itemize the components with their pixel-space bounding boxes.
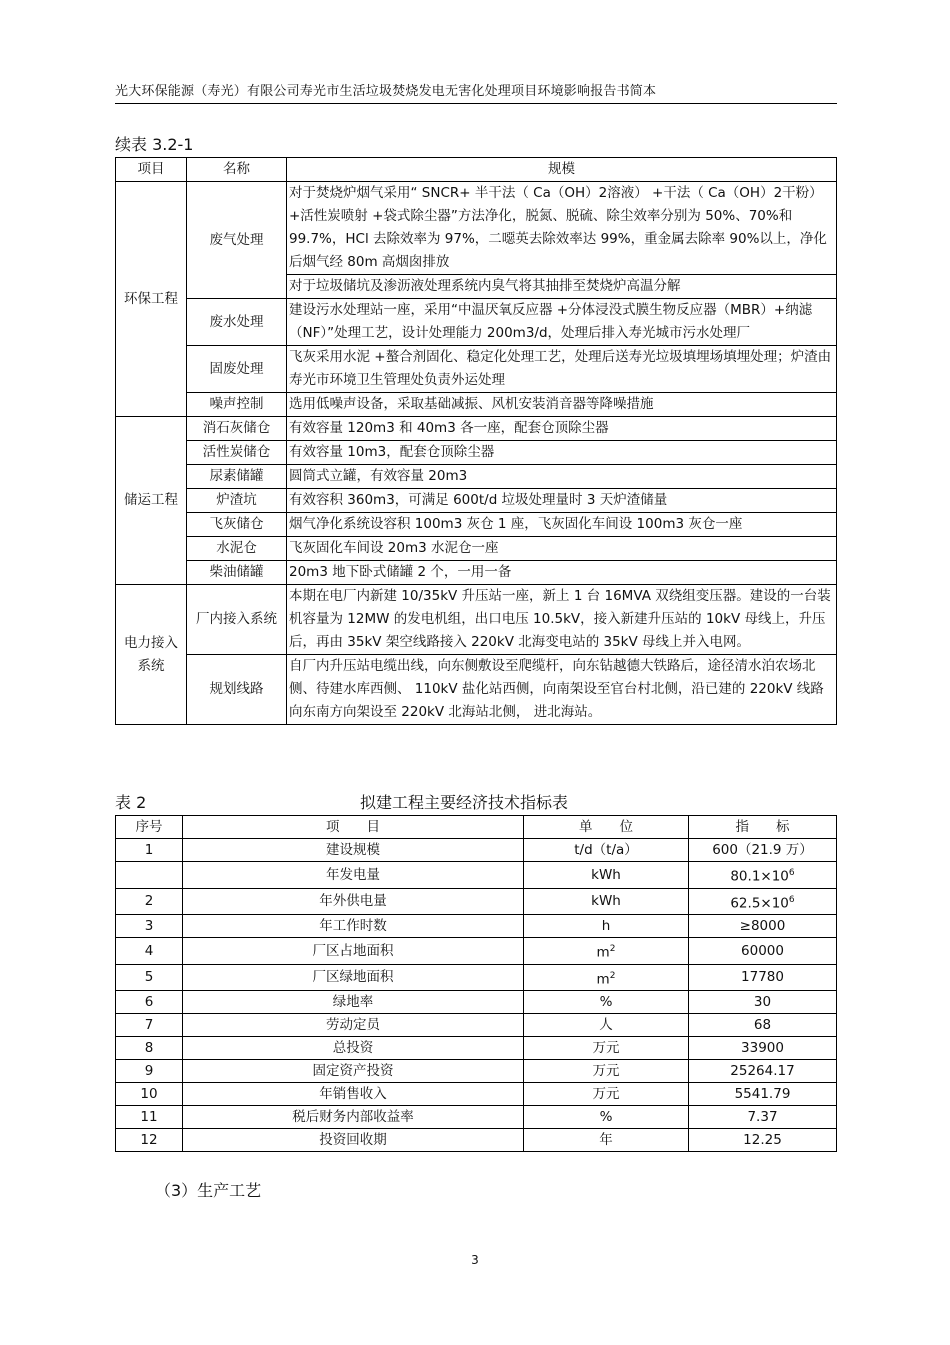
no-cell: 6 — [116, 991, 183, 1014]
table-row — [116, 513, 837, 537]
unit-cell: 人 — [524, 1014, 689, 1037]
unit-cell: kWh — [524, 862, 689, 889]
name-cell: 尿素储罐 — [187, 465, 287, 489]
project-composition-table — [115, 157, 837, 725]
unit-cell: $m^2$ — [524, 964, 689, 991]
value-cell: 60000 — [689, 938, 837, 965]
value-cell: 30 — [689, 991, 837, 1014]
scale-cell: 飞灰固化车间设 20m3 水泥仓一座 — [287, 537, 837, 561]
unit-cell: 万元 — [524, 1083, 689, 1106]
item-cell: 年发电量 — [183, 862, 524, 889]
value-cell: 12.25 — [689, 1129, 837, 1152]
scale-cell: 有效容积 360m3，可满足 600t/d 垃圾处理量时 3 天炉渣储量 — [287, 489, 837, 513]
no-cell — [116, 862, 183, 889]
item-cell: 年工作时数 — [183, 915, 524, 938]
name-cell: 废水处理 — [187, 299, 287, 346]
item-cell: 年销售收入 — [183, 1083, 524, 1106]
scale-cell: 烟气净化系统设容积 100m3 灰仓 1 座，飞灰固化车间设 100m3 灰仓一座 — [287, 513, 837, 537]
no-cell: 4 — [116, 938, 183, 965]
no-cell: 11 — [116, 1106, 183, 1129]
name-cell: 废气处理 — [187, 182, 287, 299]
column-header: 项目 — [116, 158, 187, 182]
table-row — [116, 915, 837, 938]
table-row — [116, 417, 837, 441]
table-row — [116, 839, 837, 862]
table-row — [116, 1060, 837, 1083]
value-cell: 7.37 — [689, 1106, 837, 1129]
name-cell: 活性炭储仓 — [187, 441, 287, 465]
scale-cell: 对于焚烧炉烟气采用“ SNCR+ 半干法（ Ca（OH）2溶液） +干法（ Ca（OH）2干粉） +活性炭喷射 +袋式除尘器”方法净化，脱氮、脱硫、除尘效率分别为 50%、70%和 99.7%，HCl 去除效率为 97%，二噁英去除效率达 99%，重金属去除率 90%以上，净化后烟气经 80m 高烟囱排放 — [287, 182, 837, 275]
table-row — [116, 299, 837, 346]
scale-cell: 20m3 地下卧式储罐 2 个，一用一备 — [287, 561, 837, 585]
item-cell: 固定资产投资 — [183, 1060, 524, 1083]
column-header: 序号 — [116, 816, 183, 839]
name-cell: 规划线路 — [187, 655, 287, 725]
table-row — [116, 655, 837, 725]
column-header: 指 标 — [689, 816, 837, 839]
scale-cell: 圆筒式立罐，有效容量 20m3 — [287, 465, 837, 489]
value-cell: ≥8000 — [689, 915, 837, 938]
group-cell: 储运工程 — [116, 417, 187, 585]
value-cell: 600（21.9 万） — [689, 839, 837, 862]
no-cell: 5 — [116, 964, 183, 991]
value-cell: $62.5\times 10^6$ — [689, 888, 837, 915]
value-cell: 68 — [689, 1014, 837, 1037]
item-cell: 投资回收期 — [183, 1129, 524, 1152]
economic-indicators-table — [115, 815, 837, 1152]
no-cell: 9 — [116, 1060, 183, 1083]
table-row — [116, 1083, 837, 1106]
page-header: 光大环保能源（寿光）有限公司寿光市生活垃圾焚烧发电无害化处理项目环境影响报告书简本 — [115, 80, 837, 104]
column-header: 项 目 — [183, 816, 524, 839]
unit-cell: % — [524, 1106, 689, 1129]
group-cell: 电力接入系统 — [116, 585, 187, 725]
table2-number: 表 2 — [115, 793, 147, 812]
no-cell: 12 — [116, 1129, 183, 1152]
column-header: 单 位 — [524, 816, 689, 839]
scale-cell: 选用低噪声设备，采取基础减振、风机安装消音器等降噪措施 — [287, 393, 837, 417]
item-cell: 绿地率 — [183, 991, 524, 1014]
value-cell: 5541.79 — [689, 1083, 837, 1106]
table1-caption: 续表 3.2-1 — [115, 135, 194, 154]
value-cell: $80.1\times 10^6$ — [689, 862, 837, 889]
name-cell: 水泥仓 — [187, 537, 287, 561]
page-number: 3 — [471, 1253, 479, 1267]
table-row — [116, 585, 837, 655]
unit-cell: kWh — [524, 888, 689, 915]
unit-cell: t/d（t/a） — [524, 839, 689, 862]
table-row — [116, 1014, 837, 1037]
name-cell: 炉渣坑 — [187, 489, 287, 513]
table-row — [116, 182, 837, 275]
name-cell: 消石灰储仓 — [187, 417, 287, 441]
scale-cell: 有效容量 120m3 和 40m3 各一座，配套仓顶除尘器 — [287, 417, 837, 441]
no-cell: 8 — [116, 1037, 183, 1060]
table-row — [116, 393, 837, 417]
scale-cell: 自厂内升压站电缆出线，向东侧敷设至爬缆杆，向东钻越德大铁路后，途径清水泊农场北侧、待建水库西侧、 110kV 盐化站西侧，向南架设至官台村北侧，沿已建的 220kV 线路向东南方向架设至 220kV 北海站北侧， 进北海站。 — [287, 655, 837, 725]
table-row — [116, 991, 837, 1014]
table-header-row — [116, 158, 837, 182]
table-row — [116, 1129, 837, 1152]
no-cell: 2 — [116, 888, 183, 915]
no-cell: 10 — [116, 1083, 183, 1106]
item-cell: 总投资 — [183, 1037, 524, 1060]
table-row — [116, 1037, 837, 1060]
name-cell: 噪声控制 — [187, 393, 287, 417]
scale-cell: 本期在电厂内新建 10/35kV 升压站一座，新上 1 台 16MVA 双绕组变压器。建设的一台装机容量为 12MW 的发电机组，出口电压 10.5kV，接入新建升压站的 10kV 母线上，升压后，再由 35kV 架空线路接入 220kV 北海变电站的 35kV 母线上并入电网。 — [287, 585, 837, 655]
table-row — [116, 441, 837, 465]
name-cell: 固废处理 — [187, 346, 287, 393]
scale-cell: 有效容量 10m3，配套仓顶除尘器 — [287, 441, 837, 465]
item-cell: 劳动定员 — [183, 1014, 524, 1037]
unit-cell: % — [524, 991, 689, 1014]
value-cell: 33900 — [689, 1037, 837, 1060]
table-row — [116, 938, 837, 965]
unit-cell: 万元 — [524, 1060, 689, 1083]
table-header-row — [116, 816, 837, 839]
scale-cell: 对于垃圾储坑及渗沥液处理系统内臭气将其抽排至焚烧炉高温分解 — [287, 275, 837, 299]
no-cell: 1 — [116, 839, 183, 862]
column-header: 规模 — [287, 158, 837, 182]
table-row — [116, 964, 837, 991]
table-row — [116, 537, 837, 561]
item-cell: 厂区绿地面积 — [183, 964, 524, 991]
table-row — [116, 1106, 837, 1129]
item-cell: 建设规模 — [183, 839, 524, 862]
name-cell: 厂内接入系统 — [187, 585, 287, 655]
value-cell: 25264.17 — [689, 1060, 837, 1083]
table2-title: 拟建工程主要经济技术指标表 — [360, 793, 569, 812]
item-cell: 厂区占地面积 — [183, 938, 524, 965]
value-cell: 17780 — [689, 964, 837, 991]
unit-cell: $m^2$ — [524, 938, 689, 965]
section-heading: （3）生产工艺 — [155, 1181, 262, 1200]
item-cell: 年外供电量 — [183, 888, 524, 915]
no-cell: 7 — [116, 1014, 183, 1037]
table-row — [116, 465, 837, 489]
column-header: 名称 — [187, 158, 287, 182]
table-row — [116, 489, 837, 513]
table-row — [116, 561, 837, 585]
table-row — [116, 862, 837, 889]
name-cell: 柴油储罐 — [187, 561, 287, 585]
group-cell: 环保工程 — [116, 182, 187, 417]
unit-cell: 万元 — [524, 1037, 689, 1060]
item-cell: 税后财务内部收益率 — [183, 1106, 524, 1129]
unit-cell: 年 — [524, 1129, 689, 1152]
scale-cell: 建设污水处理站一座，采用“中温厌氧反应器 +分体浸没式膜生物反应器（MBR）+纳滤（NF）”处理工艺，设计处理能力 200m3/d，处理后排入寿光城市污水处理厂 — [287, 299, 837, 346]
unit-cell: h — [524, 915, 689, 938]
no-cell: 3 — [116, 915, 183, 938]
table-row — [116, 888, 837, 915]
scale-cell: 飞灰采用水泥 +螯合剂固化、稳定化处理工艺，处理后送寿光垃圾填埋场填埋处理；炉渣由寿光市环境卫生管理处负责外运处理 — [287, 346, 837, 393]
name-cell: 飞灰储仓 — [187, 513, 287, 537]
table-row — [116, 346, 837, 393]
